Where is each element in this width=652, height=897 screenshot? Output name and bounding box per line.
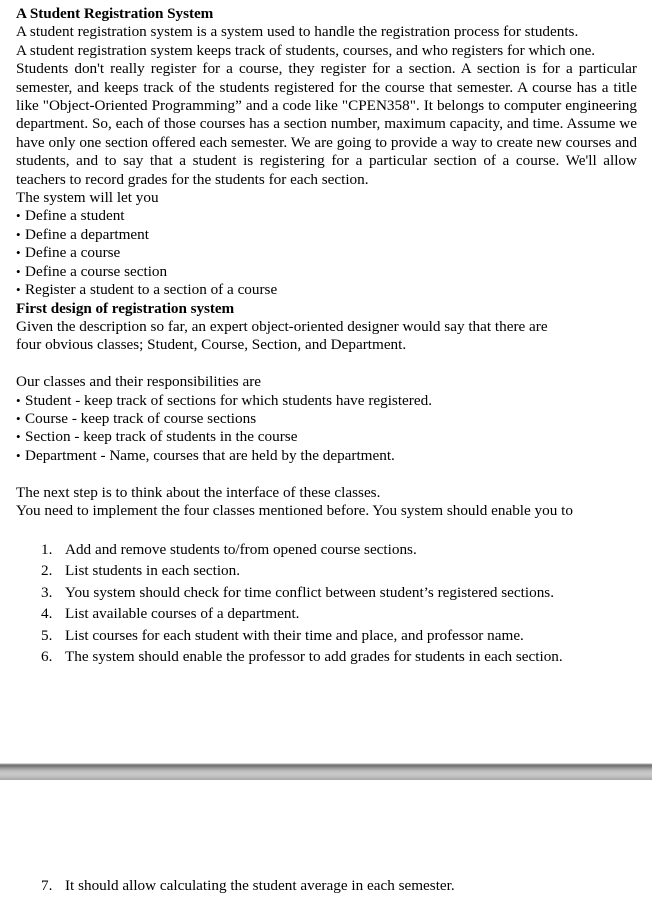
- next-step-line-2: You need to implement the four classes mentioned before. You system should enable you to: [16, 501, 573, 519]
- list-item-label: Define a course: [25, 244, 121, 262]
- requirement-text: List students in each section.: [65, 562, 241, 580]
- requirement-text: Add and remove students to/from opened course sections.: [65, 540, 417, 558]
- requirement-number: 5.: [41, 626, 53, 644]
- requirement-text: The system should enable the professor to add grades for students in each section.: [65, 648, 563, 666]
- list-item: [16, 281, 637, 299]
- requirement-text: List courses for each student with their time and place, and professor name.: [65, 626, 524, 644]
- requirement-number: 2.: [41, 562, 53, 580]
- paragraph-spacer: [16, 520, 637, 538]
- design-line-1: Given the description so far, an expert object-oriented designer would say that there are: [16, 317, 548, 335]
- intro-line-2: A student registration system keeps track of students, courses, and who registers for which one.: [16, 41, 596, 59]
- list-item: [16, 263, 637, 281]
- requirements-numbered-list: [16, 539, 637, 668]
- responsibilities-label: Our classes and their responsibilities are: [16, 373, 262, 391]
- list-item: [16, 207, 637, 225]
- list-item-label: Register a student to a section of a course: [25, 281, 278, 299]
- requirement-number: 3.: [41, 583, 53, 601]
- requirement-number: 4.: [41, 605, 53, 623]
- requirement-text: You system should check for time conflict between student’s registered sections.: [65, 583, 554, 601]
- requirement-item: [16, 603, 637, 625]
- next-step-line-1: The next step is to think about the interface of these classes.: [16, 483, 381, 501]
- requirement-item: [16, 582, 637, 604]
- requirement-number: 6.: [41, 648, 53, 666]
- bullet-icon: •: [16, 226, 21, 242]
- bullet-icon: •: [16, 429, 21, 445]
- requirement-item: [16, 875, 637, 897]
- requirement-item: [16, 560, 637, 582]
- design-line-2: four obvious classes; Student, Course, Section, and Department.: [16, 336, 407, 354]
- paragraph-spacer: [16, 465, 637, 483]
- list-item: [16, 410, 637, 428]
- list-item-label: Course - keep track of course sections: [25, 409, 257, 427]
- bullet-icon: •: [16, 447, 21, 463]
- bullet-icon: •: [16, 245, 21, 261]
- system-capabilities-label: The system will let you: [16, 189, 159, 207]
- requirement-text: It should allow calculating the student average in each semester.: [65, 877, 455, 894]
- list-item-label: Define a department: [25, 225, 149, 243]
- page-break-divider: [0, 763, 652, 780]
- bullet-icon: •: [16, 392, 21, 408]
- list-item-label: Section - keep track of students in the course: [25, 428, 298, 446]
- list-item: [16, 428, 637, 446]
- list-item: [16, 244, 637, 262]
- intro-line-1: A student registration system is a system used to handle the registration process for students.: [16, 23, 579, 41]
- requirement-number: 1.: [41, 540, 53, 558]
- list-item: [16, 392, 637, 410]
- requirement-item: [16, 646, 637, 668]
- bullet-icon: •: [16, 208, 21, 224]
- requirement-text: List available courses of a department.: [65, 605, 300, 623]
- list-item-label: Define a course section: [25, 262, 168, 280]
- section-heading-first-design: First design of registration system: [16, 299, 235, 317]
- bullet-icon: •: [16, 410, 21, 426]
- list-item-label: Define a student: [25, 207, 125, 225]
- bullet-icon: •: [16, 263, 21, 279]
- bullet-icon: •: [16, 282, 21, 298]
- paragraph-spacer: [16, 355, 637, 373]
- system-description-paragraph: Students don't really register for a course, they register for a section. A section is for a particular semester, and keeps track of the students registered for the course that semester. A course has a title like "Object-Oriented Programming” and a code like "CPEN358". It belongs to computer engineering department. So, each of those courses has a section number, maximum capacity, and time. Assume we have only one section offered each semester. We are going to provide a way to create new courses and students, and to say that a student is registering for a particular section of a course. We'll allow teachers to record grades for the students for each section.: [16, 60, 637, 188]
- capability-bullet-list: [16, 207, 637, 299]
- list-item-label: Student - keep track of sections for which students have registered.: [25, 391, 432, 409]
- requirements-numbered-list-continued: [16, 875, 637, 897]
- list-item-label: Department - Name, courses that are held by the department.: [25, 446, 395, 464]
- requirement-item: [16, 539, 637, 561]
- requirement-number: 7.: [41, 877, 53, 894]
- document-page-two: [0, 875, 652, 897]
- requirement-item: [16, 625, 637, 647]
- page-title-heading: A Student Registration System: [16, 5, 214, 22]
- responsibility-bullet-list: [16, 392, 637, 466]
- list-item: [16, 226, 637, 244]
- list-item: [16, 447, 637, 465]
